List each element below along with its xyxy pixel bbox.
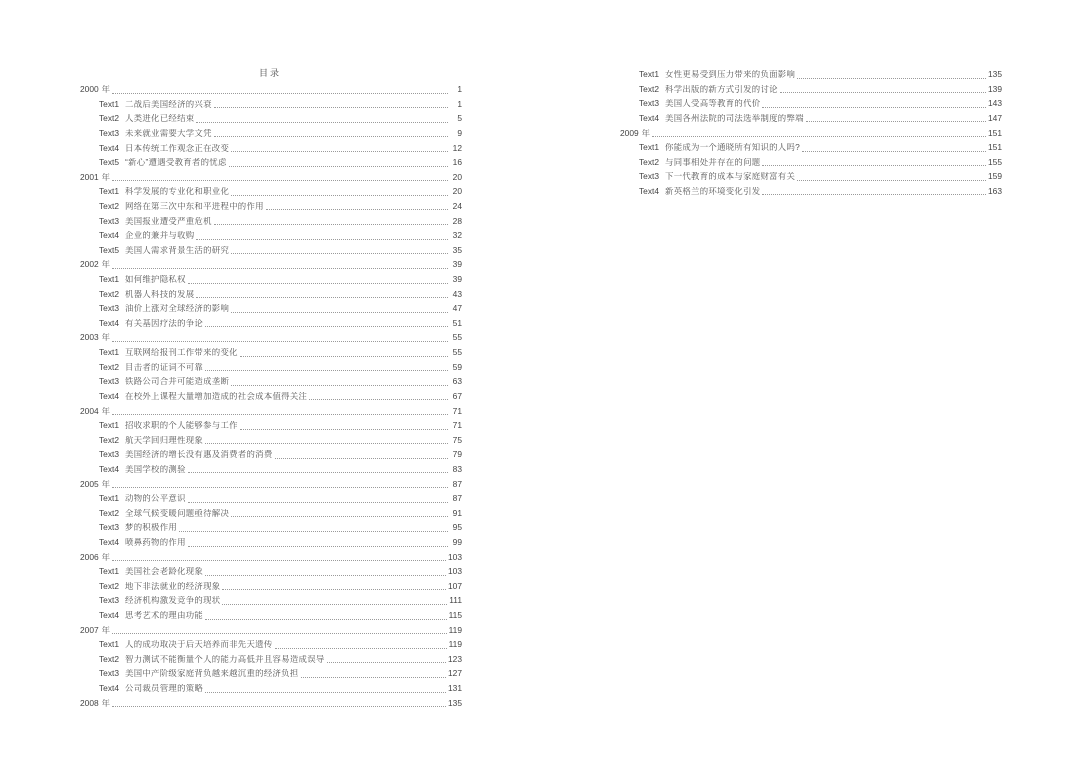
toc-entry-title: 思考艺术的理由功能 <box>125 611 204 620</box>
toc-year-label: 2003 <box>80 332 99 343</box>
toc-page-number: 135 <box>448 697 462 708</box>
toc-year-suffix: 年 <box>101 479 111 488</box>
toc-page-number: 39 <box>452 274 462 285</box>
toc-leader-dots <box>780 91 986 93</box>
toc-year-row[interactable] <box>78 476 462 491</box>
toc-entry-title: 全球气候变暖问题亟待解决 <box>125 508 230 518</box>
toc-entry-label: Text3 <box>99 668 120 679</box>
toc-entry-row[interactable] <box>78 199 462 214</box>
toc-entry-title: 美国学校的测验 <box>125 464 186 474</box>
toc-entry-row[interactable] <box>78 228 462 243</box>
toc-page-number: 159 <box>988 171 1002 182</box>
toc-entry-title: 美国人需求背景生活的研究 <box>125 245 230 255</box>
toc-entry-label: Text4 <box>99 317 120 328</box>
toc-entry-title: 美国经济的增长没有惠及消费者的消费 <box>125 450 273 459</box>
toc-entry-label: Text4 <box>639 185 660 196</box>
toc-entry-label: Text1 <box>639 69 660 80</box>
toc-page-number: 43 <box>452 288 462 299</box>
toc-leader-dots <box>112 340 448 342</box>
toc-entry-row[interactable] <box>78 213 462 228</box>
toc-entry-label: Text2 <box>99 361 120 372</box>
toc-entry-row[interactable] <box>78 97 462 112</box>
toc-entry-row[interactable] <box>618 169 1002 184</box>
toc-entry-row[interactable] <box>78 681 462 696</box>
toc-entry-title: 铁路公司合并可能造成垄断 <box>125 377 230 386</box>
toc-leader-dots <box>188 471 448 473</box>
toc-leader-dots <box>231 252 448 254</box>
toc-year-suffix: 年 <box>101 85 111 94</box>
toc-entry-row[interactable] <box>78 491 462 506</box>
toc-entry-label: Text2 <box>99 653 120 664</box>
toc-page-number: 16 <box>452 157 462 168</box>
toc-entry-row[interactable] <box>78 433 462 448</box>
toc-leader-dots <box>231 311 448 313</box>
toc-entry-label: Text4 <box>99 683 120 694</box>
toc-entry-label: Text1 <box>99 493 120 504</box>
toc-page-number: 32 <box>452 230 462 241</box>
toc-year-label: 2008 <box>80 697 99 708</box>
toc-entry-label: Text2 <box>99 507 120 518</box>
toc-page-number: 51 <box>452 317 462 328</box>
toc-page-number: 71 <box>452 405 462 416</box>
toc-leader-dots <box>240 428 448 430</box>
toc-leader-dots <box>205 442 448 444</box>
toc-entry-row[interactable] <box>78 579 462 594</box>
toc-entry-title: 人类进化已经结束 <box>125 114 195 123</box>
toc-entry-label: Text4 <box>99 390 120 401</box>
toc-entry-title: 目击者的证词不可靠 <box>125 362 204 372</box>
toc-entry-label: Text3 <box>639 171 660 182</box>
toc-entry-label: Text3 <box>99 303 120 314</box>
toc-year-row[interactable] <box>78 170 462 185</box>
toc-page-number: 135 <box>988 69 1002 80</box>
toc-entry-title: “新心”遭遇受教育者的忧虑 <box>125 158 227 167</box>
toc-year-label: 2007 <box>80 624 99 635</box>
toc-leader-dots <box>266 208 448 210</box>
toc-year-label: 2001 <box>80 171 99 182</box>
toc-entry-label: Text3 <box>99 522 120 533</box>
toc-entry-label: Text4 <box>99 142 120 153</box>
toc-page-number: 103 <box>448 551 462 562</box>
toc-entry-title: 机器人科技的发展 <box>125 289 195 299</box>
toc-entry-row[interactable] <box>618 155 1002 170</box>
toc-leader-dots <box>802 150 986 152</box>
toc-entry-title: 企业的兼并与收购 <box>125 231 195 240</box>
toc-entry-title: 美国报业遭受严重危机 <box>125 216 212 225</box>
toc-page-number: 39 <box>452 259 462 270</box>
toc-entry-label: Text3 <box>99 449 120 460</box>
toc-entry-title: 二战后美国经济的兴衰 <box>125 99 212 109</box>
toc-leader-dots <box>112 486 448 488</box>
toc-entry-label: Text2 <box>99 200 120 211</box>
toc-page-number: 131 <box>448 683 462 694</box>
toc-entry-row[interactable] <box>618 184 1002 199</box>
toc-page-number: 59 <box>452 361 462 372</box>
toc-year-row[interactable] <box>78 82 462 97</box>
toc-entry-label: Text1 <box>99 186 120 197</box>
toc-entry-title: 美国社会老龄化现象 <box>125 567 204 576</box>
toc-leader-dots <box>205 574 446 576</box>
toc-page-number: 1 <box>457 84 462 95</box>
toc-entry-title: 梦的积极作用 <box>125 523 178 532</box>
toc-entry-row[interactable] <box>78 462 462 477</box>
toc-leader-dots <box>309 398 448 400</box>
toc-leader-dots <box>188 282 448 284</box>
toc-year-label: 2006 <box>80 551 99 562</box>
left-page <box>78 0 462 764</box>
toc-entry-label: Text2 <box>99 288 120 299</box>
toc-leader-dots <box>112 267 448 269</box>
toc-entry-row[interactable] <box>78 506 462 521</box>
toc-entry-row[interactable] <box>78 447 462 462</box>
toc-entry-row[interactable] <box>78 535 462 550</box>
toc-year-suffix: 年 <box>101 172 111 182</box>
toc-entry-label: Text4 <box>99 610 120 621</box>
toc-leader-dots <box>762 106 986 108</box>
toc-entry-title: 喷鼻药物的作用 <box>125 537 186 547</box>
toc-page-number: 47 <box>452 303 462 314</box>
toc-year-suffix: 年 <box>641 128 651 137</box>
toc-entry-label: Text1 <box>99 347 120 358</box>
toc-entry-title: 动物的公平意识 <box>125 494 186 503</box>
toc-entry-title: 网络在第三次中东和平进程中的作用 <box>125 201 264 211</box>
toc-year-row[interactable] <box>618 125 1002 140</box>
toc-leader-dots <box>196 296 448 298</box>
toc-entry-title: 招收求职的个人能够参与工作 <box>125 421 238 430</box>
toc-year-row[interactable] <box>78 623 462 638</box>
toc-page-number: 24 <box>452 200 462 211</box>
toc-year-label: 2005 <box>80 478 99 489</box>
toc-entry-title: 科学出版的新方式引发的讨论 <box>665 84 778 94</box>
toc-entry-row[interactable] <box>618 140 1002 155</box>
toc-entry-title: 在校外上课程大量增加造成的社会成本值得关注 <box>125 391 308 401</box>
toc-entry-row[interactable] <box>78 140 462 155</box>
toc-entry-label: Text4 <box>639 112 660 123</box>
toc-page-number: 127 <box>448 668 462 679</box>
toc-leader-dots <box>112 179 448 181</box>
toc-page-number: 151 <box>988 142 1002 153</box>
toc-year-suffix: 年 <box>101 333 111 342</box>
toc-entry-title: 互联网给报刊工作带来的变化 <box>125 348 238 357</box>
toc-page-number: 75 <box>452 434 462 445</box>
toc-year-suffix: 年 <box>101 698 111 708</box>
toc-year-suffix: 年 <box>101 260 111 269</box>
toc-entry-label: Text3 <box>99 127 120 138</box>
toc-entry-title: 地下非法就业的经济现象 <box>125 581 221 591</box>
toc-leader-dots <box>196 121 448 123</box>
toc-year-row[interactable] <box>78 257 462 272</box>
toc-leader-dots <box>231 194 448 196</box>
toc-leader-dots <box>222 603 447 605</box>
toc-entry-row[interactable] <box>78 652 462 667</box>
toc-entry-title: 智力测试不能衡量个人的能力高低并且容易造成误导 <box>125 654 325 664</box>
toc-entry-label: Text3 <box>99 595 120 606</box>
toc-leader-dots <box>205 691 446 693</box>
toc-page-number: 143 <box>988 98 1002 109</box>
toc-page-number: 119 <box>448 639 462 650</box>
toc-page-number: 1 <box>457 98 462 109</box>
toc-leader-dots <box>205 618 447 620</box>
toc-entry-row[interactable] <box>78 360 462 375</box>
toc-list-right <box>618 67 1002 198</box>
toc-page-number: 147 <box>988 112 1002 123</box>
toc-page-number: 20 <box>452 171 462 182</box>
toc-entry-title: 美国人受高等教育的代价 <box>665 99 761 108</box>
toc-year-suffix: 年 <box>101 625 111 635</box>
toc-entry-title: 女性更易受到压力带来的负面影响 <box>665 70 796 79</box>
toc-leader-dots <box>205 369 448 371</box>
toc-page-number: 79 <box>452 449 462 460</box>
toc-page-number: 115 <box>448 610 462 621</box>
toc-entry-row[interactable] <box>78 345 462 360</box>
toc-entry-row[interactable] <box>618 67 1002 82</box>
toc-leader-dots <box>112 92 448 94</box>
toc-entry-label: Text4 <box>99 536 120 547</box>
toc-entry-label: Text2 <box>639 156 660 167</box>
toc-leader-dots <box>229 165 448 167</box>
toc-entry-title: 美国各州法院的司法选举制度的弊端 <box>665 113 804 123</box>
toc-entry-row[interactable] <box>78 184 462 199</box>
toc-entry-row[interactable] <box>78 301 462 316</box>
toc-entry-title: 如何维护隐私权 <box>125 275 186 284</box>
toc-page-number: 87 <box>452 478 462 489</box>
toc-page-number: 55 <box>452 347 462 358</box>
toc-leader-dots <box>231 515 448 517</box>
toc-entry-title: 与同事相处并存在的问题 <box>665 157 761 167</box>
toc-year-label: 2000 <box>80 84 99 95</box>
toc-year-row[interactable] <box>78 330 462 345</box>
toc-entry-label: Text3 <box>99 215 120 226</box>
toc-page-number: 103 <box>448 566 462 577</box>
toc-entry-label: Text3 <box>639 98 660 109</box>
toc-page-number: 95 <box>452 522 462 533</box>
toc-year-row[interactable] <box>78 550 462 565</box>
toc-leader-dots <box>112 705 446 707</box>
toc-page-number: 63 <box>452 376 462 387</box>
toc-year-label: 2002 <box>80 259 99 270</box>
toc-leader-dots <box>231 384 448 386</box>
toc-entry-title: 经济机构激发竞争的现状 <box>125 596 221 605</box>
toc-entry-label: Text2 <box>99 434 120 445</box>
toc-entry-row[interactable] <box>78 287 462 302</box>
toc-entry-title: 油价上涨对全球经济的影响 <box>125 304 230 313</box>
toc-leader-dots <box>112 632 446 634</box>
toc-page-number: 9 <box>457 127 462 138</box>
toc-page-number: 5 <box>457 113 462 124</box>
toc-entry-row[interactable] <box>78 111 462 126</box>
toc-entry-label: Text2 <box>99 580 120 591</box>
toc-leader-dots <box>797 77 986 79</box>
toc-year-row[interactable] <box>78 403 462 418</box>
toc-page-number: 139 <box>988 83 1002 94</box>
toc-entry-row[interactable] <box>78 418 462 433</box>
right-page <box>618 0 1002 764</box>
toc-entry-row[interactable] <box>78 272 462 287</box>
toc-year-row[interactable] <box>78 696 462 711</box>
toc-entry-row[interactable] <box>78 389 462 404</box>
toc-entry-label: Text5 <box>99 244 120 255</box>
toc-title: 目录 <box>258 68 281 78</box>
toc-entry-label: Text1 <box>99 98 120 109</box>
toc-entry-title: 科学发展的专业化和职业化 <box>125 187 230 196</box>
toc-leader-dots <box>222 588 446 590</box>
toc-entry-title: 未来就业需要大学文凭 <box>125 128 212 138</box>
toc-page-number: 111 <box>449 595 462 606</box>
toc-entry-title: 你能成为一个通晓所有知识的人吗? <box>665 143 801 152</box>
toc-entry-row[interactable] <box>618 111 1002 126</box>
toc-leader-dots <box>231 150 448 152</box>
toc-year-suffix: 年 <box>101 406 111 415</box>
toc-leader-dots <box>214 135 448 137</box>
toc-entry-label: Text4 <box>99 463 120 474</box>
toc-leader-dots <box>240 355 448 357</box>
toc-page-number: 35 <box>452 244 462 255</box>
toc-entry-label: Text5 <box>99 157 120 168</box>
toc-year-suffix: 年 <box>101 552 111 561</box>
toc-list-left <box>78 82 462 710</box>
toc-page-number: 71 <box>452 420 462 431</box>
toc-page-number: 155 <box>988 156 1002 167</box>
toc-entry-row[interactable] <box>78 243 462 258</box>
toc-entry-row[interactable] <box>78 593 462 608</box>
toc-entry-title: 公司裁员管理的策略 <box>125 684 204 693</box>
toc-entry-title: 有关基因疗法的争论 <box>125 318 204 328</box>
toc-leader-dots <box>214 223 448 225</box>
toc-page-number: 107 <box>448 580 462 591</box>
toc-entry-label: Text1 <box>99 420 120 431</box>
toc-entry-row[interactable] <box>78 374 462 389</box>
toc-entry-row[interactable] <box>78 316 462 331</box>
toc-leader-dots <box>797 179 986 181</box>
toc-page-number: 28 <box>452 215 462 226</box>
toc-leader-dots <box>806 120 986 122</box>
toc-leader-dots <box>275 457 448 459</box>
toc-page-number: 123 <box>448 653 462 664</box>
toc-entry-label: Text1 <box>639 142 660 153</box>
toc-entry-label: Text1 <box>99 639 120 650</box>
toc-leader-dots <box>275 647 447 649</box>
toc-leader-dots <box>301 676 446 678</box>
toc-leader-dots <box>188 545 448 547</box>
toc-entry-title: 人的成功取决于后天培养而非先天遗传 <box>125 640 273 649</box>
toc-entry-label: Text1 <box>99 566 120 577</box>
toc-entry-label: Text2 <box>99 113 120 124</box>
toc-page-number: 91 <box>452 507 462 518</box>
toc-entry-row[interactable] <box>78 564 462 579</box>
toc-leader-dots <box>652 135 986 137</box>
toc-page-number: 119 <box>448 624 462 635</box>
toc-entry-label: Text4 <box>99 230 120 241</box>
toc-entry-row[interactable] <box>78 155 462 170</box>
toc-page-number: 12 <box>452 142 462 153</box>
toc-leader-dots <box>327 661 446 663</box>
toc-leader-dots <box>214 106 448 108</box>
toc-year-label: 2009 <box>620 127 639 138</box>
toc-leader-dots <box>112 413 448 415</box>
toc-entry-label: Text1 <box>99 274 120 285</box>
toc-entry-label: Text3 <box>99 376 120 387</box>
toc-year-label: 2004 <box>80 405 99 416</box>
toc-page-number: 55 <box>452 332 462 343</box>
toc-entry-row[interactable] <box>78 666 462 681</box>
toc-page-number: 87 <box>452 493 462 504</box>
toc-page-number: 83 <box>452 463 462 474</box>
toc-entry-row[interactable] <box>78 608 462 623</box>
toc-entry-title: 航天学回归理性现象 <box>125 435 204 445</box>
toc-page-number: 151 <box>988 127 1002 138</box>
toc-entry-row[interactable] <box>78 126 462 141</box>
toc-entry-label: Text2 <box>639 83 660 94</box>
toc-entry-row[interactable] <box>618 82 1002 97</box>
toc-entry-title: 下一代教育的成本与家庭财富有关 <box>665 172 796 181</box>
toc-entry-row[interactable] <box>78 520 462 535</box>
toc-leader-dots <box>188 501 448 503</box>
toc-leader-dots <box>205 325 448 327</box>
toc-entry-title: 美国中产阶级家庭背负越来越沉重的经济负担 <box>125 669 299 678</box>
toc-leader-dots <box>762 193 986 195</box>
toc-page-number: 163 <box>988 185 1002 196</box>
toc-entry-row[interactable] <box>618 96 1002 111</box>
toc-leader-dots <box>112 559 446 561</box>
toc-leader-dots <box>762 164 986 166</box>
toc-entry-row[interactable] <box>78 637 462 652</box>
toc-page-number: 67 <box>452 390 462 401</box>
toc-leader-dots <box>179 530 448 532</box>
toc-page-number: 20 <box>452 186 462 197</box>
toc-page-number: 99 <box>452 536 462 547</box>
toc-entry-title: 新英格兰的环境变化引发 <box>665 186 761 196</box>
toc-entry-title: 日本传统工作观念正在改变 <box>125 143 230 152</box>
toc-leader-dots <box>196 238 448 240</box>
